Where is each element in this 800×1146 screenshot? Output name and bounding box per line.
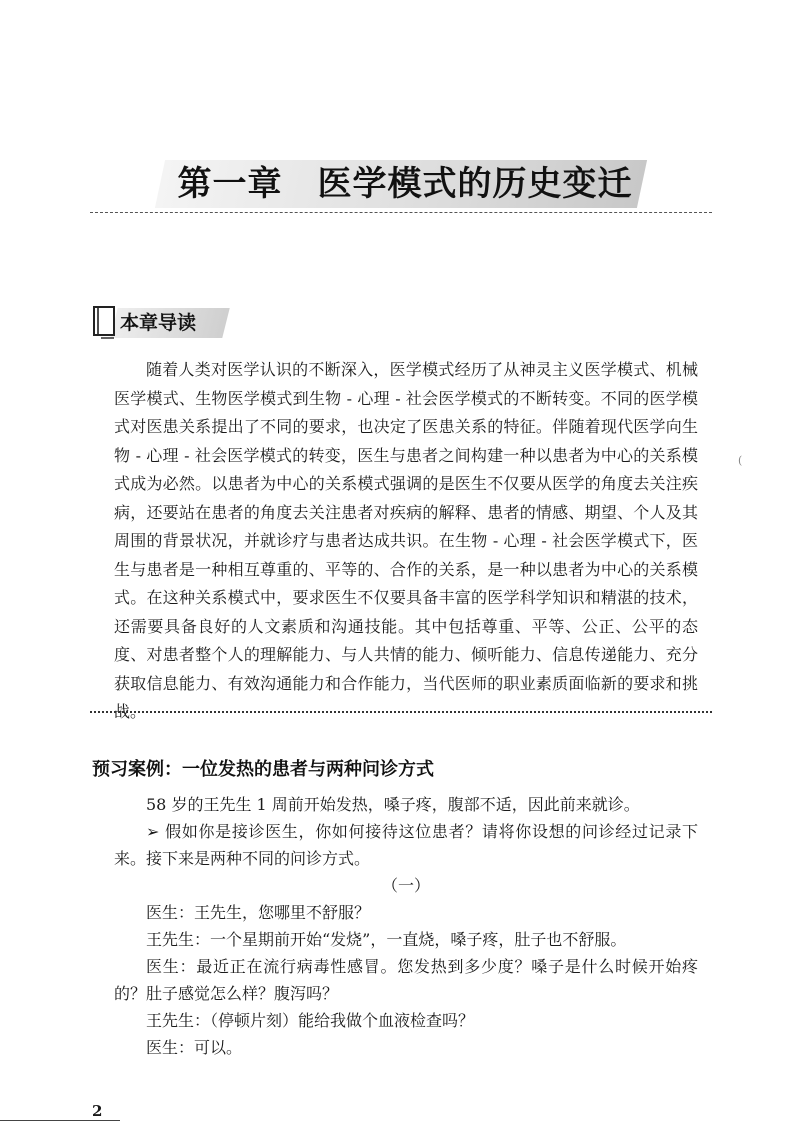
dialogue-line: 医生：最近正在流行病毒性感冒。您发热到多少度？嗓子是什么时候开始疼的？肚子感觉怎么样？腹泻吗？ [114,957,698,1003]
guide-title: 本章导读 [120,312,197,334]
dialogue-line: 医生：可以。 [146,1038,243,1057]
dialogue-line: 医生：王先生，您哪里不舒服？ [146,903,371,922]
chapter-title: 第一章 医学模式的历史变迁 [177,164,633,204]
case-title: 预习案例：一位发热的患者与两种问诊方式 [92,759,434,780]
dialogue-line: 王先生：（停顿片刻）能给我做个血液检查吗？ [146,1011,475,1030]
dialogue-heading: （一） [381,876,430,895]
dialogue-line: 王先生：一个星期前开始“发烧”，一直烧，嗓子疼，肚子也不舒服。 [146,930,627,949]
page-number: 2 [92,1102,103,1120]
book-icon [92,304,118,340]
case-body [114,791,698,1061]
section-dotted-rule [90,711,712,713]
chapter-dashed-rule [90,212,712,213]
chapter-guide-text: 随着人类对医学认识的不断深入，医学模式经历了从神灵主义医学模式、机械医学模式、生物医学模式到生物 - 心理 - 社会医学模式的不断转变。不同的医学模式对医患关系提出了不同的要求，也决定了医患关系的特征。伴随着现代医学向生物 - 心理 - 社会医学模式的转变，医生与患者之间构建一种以患者为中心的关系模式成为必然。以患者为中心的关系模式强调的是医生不仅要从医学的角度去关注疾病，还要站在患者的角度去关注患者对疾病的解释、患者的情感、期望、个人及其周围的背景状况，并就诊疗与患者达成共识。在生物 - 心理 - 社会医学模式下，医生与患者是一种相互尊重的、平等的、合作的关系，是一种以患者为中心的关系模式。在这种关系模式中，要求医生不仅要具备丰富的医学科学知识和精湛的技术，还需要具备良好的人文素质和沟通技能。其中包括尊重、平等、公正、公平的态度、对患者整个人的理解能力、与人共情的能力、倾听能力、信息传递能力、充分获取信息能力、有效沟通能力和合作能力，当代医师的职业素质面临新的要求和挑战。 [114,360,698,721]
margin-mark: ( [738,454,743,467]
case-question: ➢ 假如你是接诊医生，你如何接待这位患者？请将你设想的问诊经过记录下来。接下来是两种不同的问诊方式。 [114,822,698,868]
page-number-rule [0,1120,120,1121]
case-intro: 58 岁的王先生 1 周前开始发热，嗓子疼，腹部不适，因此前来就诊。 [146,795,640,814]
chapter-guide-header [92,304,232,340]
